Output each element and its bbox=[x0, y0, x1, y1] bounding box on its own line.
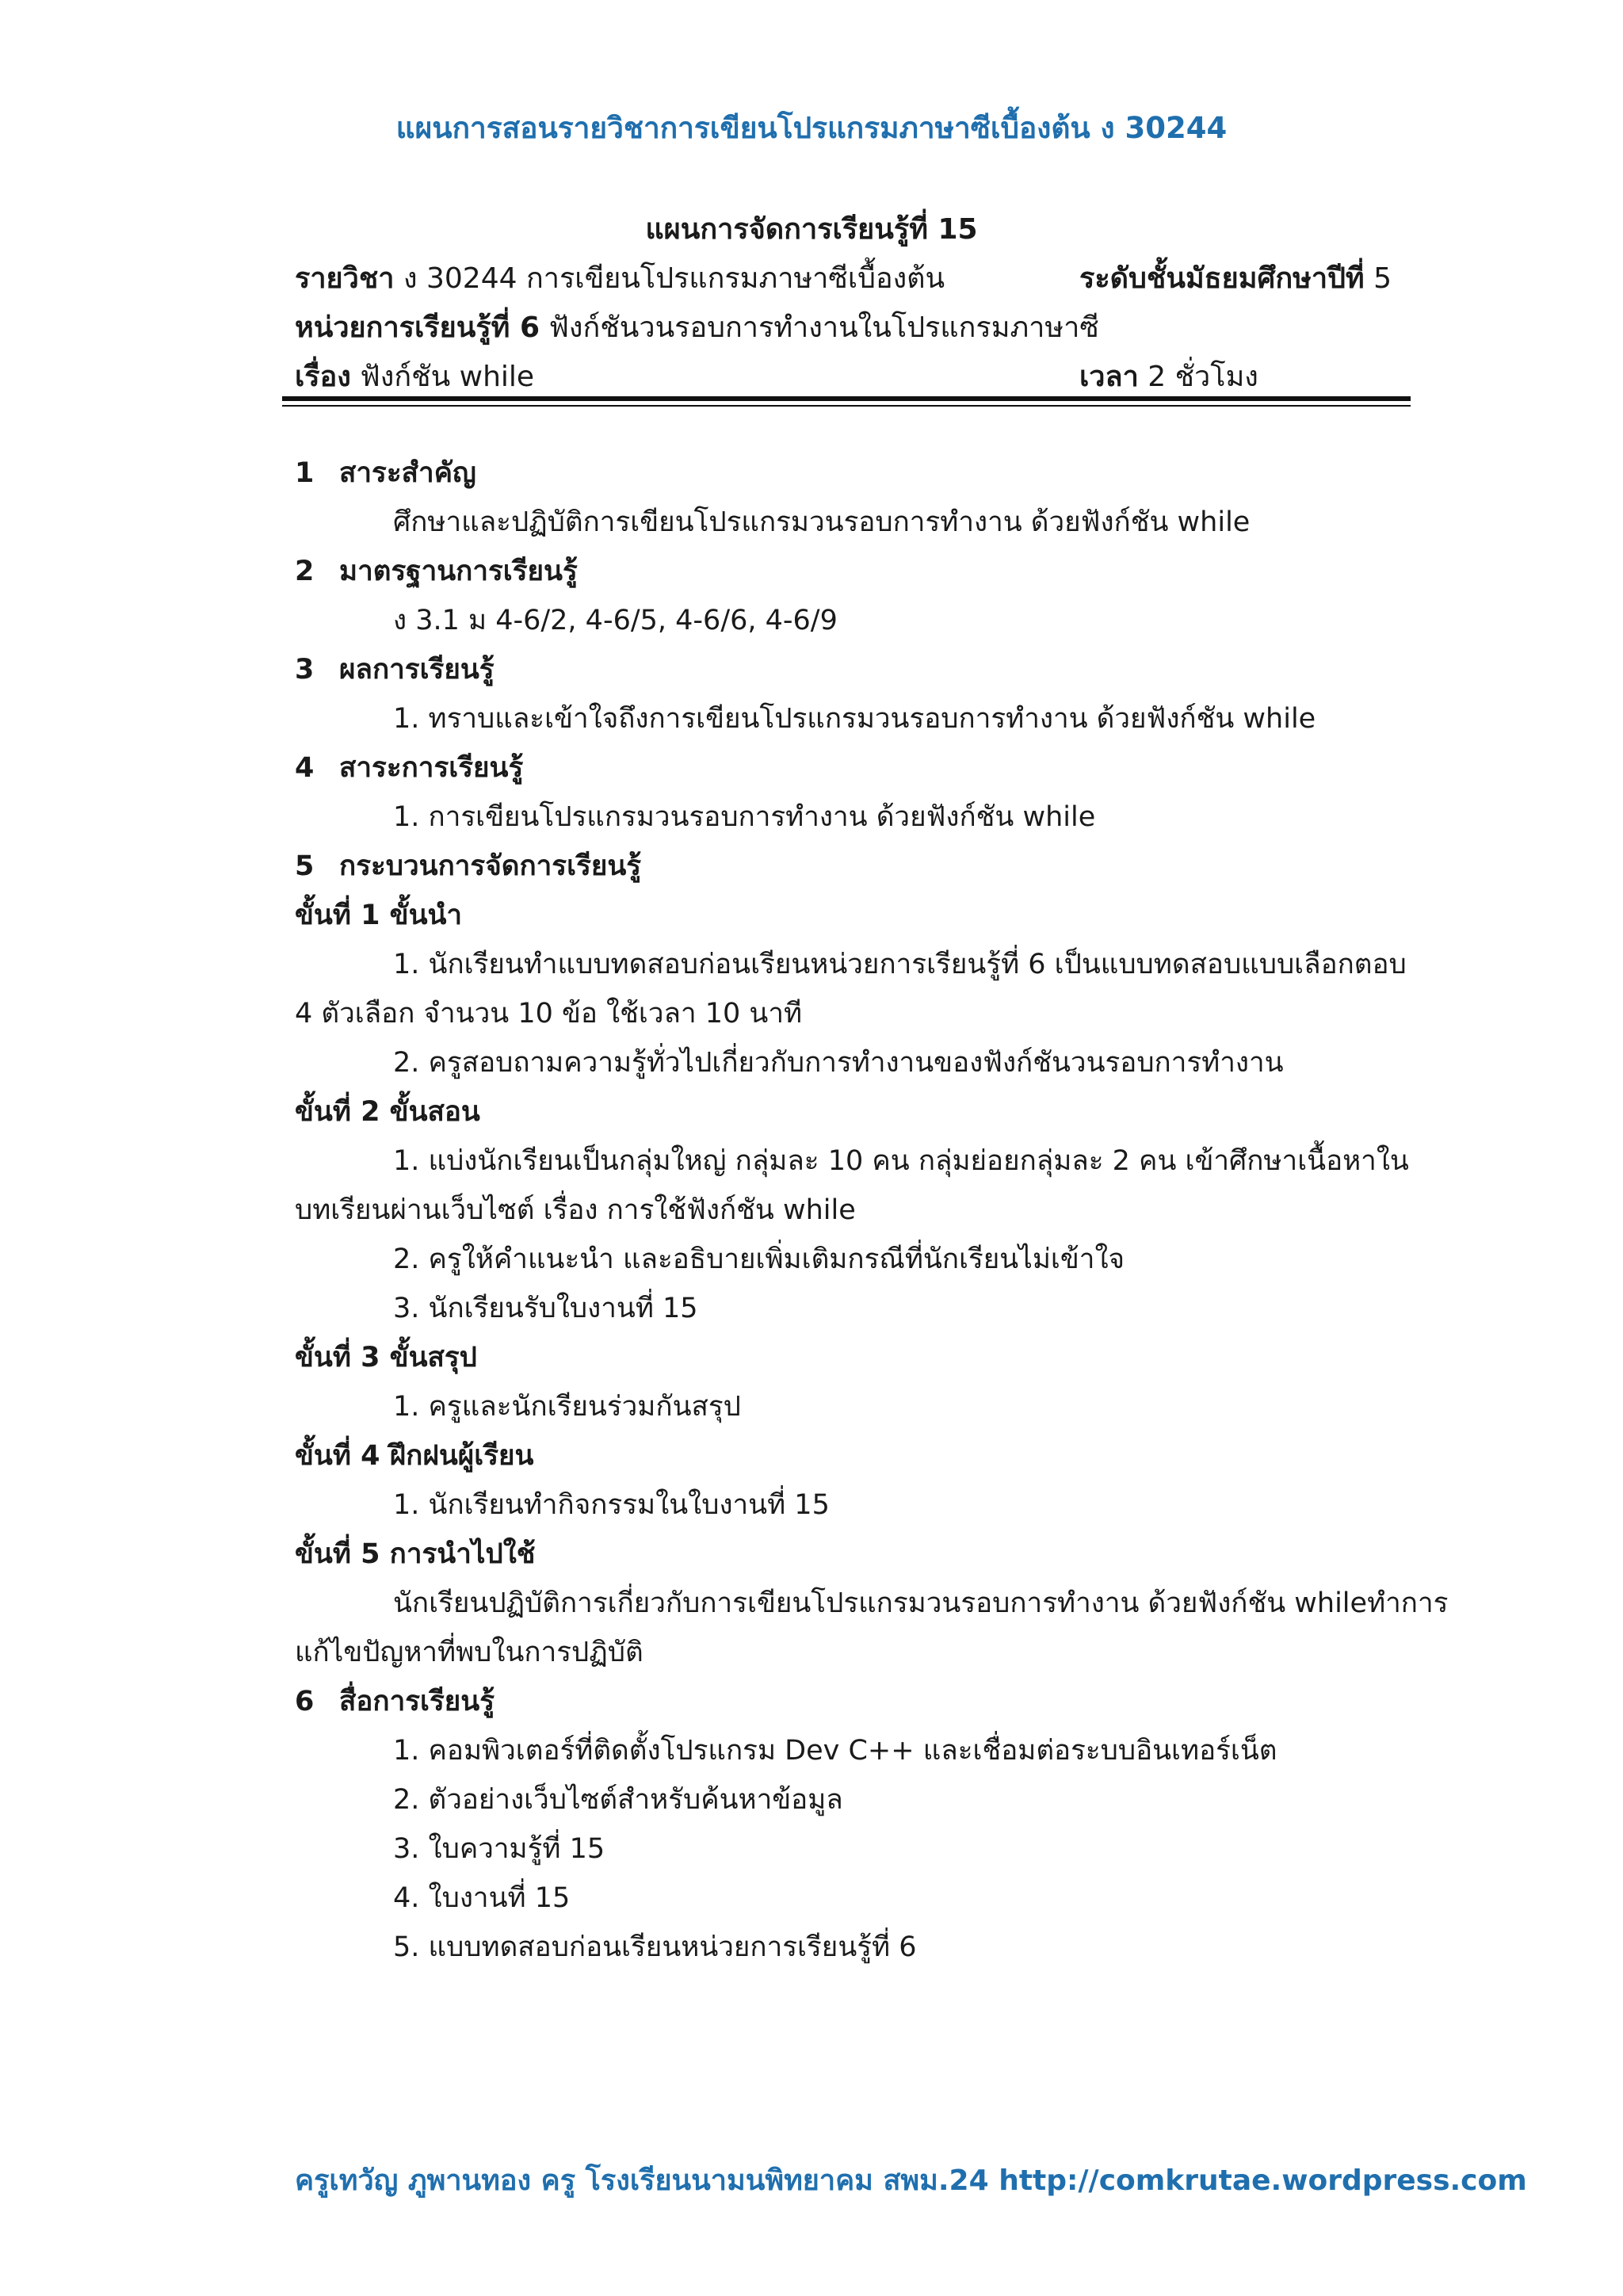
step-heading: ขั้นที่ 5 การนำไปใช้ bbox=[295, 1538, 536, 1570]
section-heading: 4 สาระการเรียนรู้ bbox=[295, 752, 524, 784]
subject-label: รายวิชา bbox=[295, 262, 395, 295]
plan-title: แผนการจัดการเรียนรู้ที่ 15 bbox=[645, 213, 978, 246]
body-line: 1. แบ่งนักเรียนเป็นกลุ่มใหญ่ กลุ่มละ 10 คน กลุ่มย่อยกลุ่มละ 2 คน เข้าศึกษาเนื้อหาใน bbox=[393, 1145, 1409, 1177]
body-line: แก้ไขปัญหาที่พบในการปฏิบัติ bbox=[295, 1637, 643, 1668]
unit-label: หน่วยการเรียนรู้ที่ 6 bbox=[295, 311, 540, 344]
body-line: 1. นักเรียนทำแบบทดสอบก่อนเรียนหน่วยการเรียนรู้ที่ 6 เป็นแบบทดสอบแบบเลือกตอบ bbox=[393, 949, 1407, 980]
header-divider-thick bbox=[282, 396, 1411, 401]
body-line: 1. การเขียนโปรแกรมวนรอบการทำงาน ด้วยฟังก์ชัน while bbox=[393, 801, 1096, 833]
step-heading: ขั้นที่ 2 ขั้นสอน bbox=[295, 1096, 480, 1128]
body-line: 3. นักเรียนรับใบงานที่ 15 bbox=[393, 1293, 698, 1324]
footer-credit: ครูเทวัญ ภูพานทอง ครู โรงเรียนนามนพิทยาคม สพม.24 http://comkrutae.wordpress.com bbox=[295, 2164, 1527, 2197]
body-line: ศึกษาและปฏิบัติการเขียนโปรแกรมวนรอบการทำงาน ด้วยฟังก์ชัน while bbox=[393, 506, 1251, 538]
plan-body bbox=[295, 449, 1449, 1972]
body-line: บทเรียนผ่านเว็บไซต์ เรื่อง การใช้ฟังก์ชัน while bbox=[295, 1194, 856, 1226]
time-label: เวลา bbox=[1079, 361, 1139, 393]
section-heading: 2 มาตรฐานการเรียนรู้ bbox=[295, 556, 578, 587]
body-line: 1. ครูและนักเรียนร่วมกันสรุป bbox=[393, 1391, 741, 1423]
section-heading: 5 กระบวนการจัดการเรียนรู้ bbox=[295, 850, 642, 882]
body-line: 1. นักเรียนทำกิจกรรมในใบงานที่ 15 bbox=[393, 1489, 830, 1521]
step-heading: ขั้นที่ 3 ขั้นสรุป bbox=[295, 1342, 477, 1373]
level-label: ระดับชั้นมัธยมศึกษาปีที่ bbox=[1079, 262, 1365, 295]
media-item: 4. ใบงานที่ 15 bbox=[393, 1882, 571, 1914]
body-line: 2. ครูสอบถามความรู้ทั่วไปเกี่ยวกับการทำงานของฟังก์ชันวนรอบการทำงาน bbox=[393, 1047, 1284, 1079]
header-divider-thin bbox=[282, 405, 1411, 407]
body-line: ง 3.1 ม 4-6/2, 4-6/5, 4-6/6, 4-6/9 bbox=[393, 605, 838, 636]
unit-value: ฟังก์ชันวนรอบการทำงานในโปรแกรมภาษาซี bbox=[540, 311, 1099, 344]
body-line: 4 ตัวเลือก จำนวน 10 ข้อ ใช้เวลา 10 นาที bbox=[295, 998, 803, 1030]
section-heading: 1 สาระสำคัญ bbox=[295, 457, 476, 489]
media-item: 2. ตัวอย่างเว็บไซต์สำหรับค้นหาข้อมูล bbox=[393, 1784, 843, 1816]
level-value: 5 bbox=[1364, 262, 1392, 295]
body-line: 2. ครูให้คำแนะนำ และอธิบายเพิ่มเติมกรณีที่นักเรียนไม่เข้าใจ bbox=[393, 1244, 1125, 1275]
body-line: นักเรียนปฏิบัติการเกี่ยวกับการเขียนโปรแกรมวนรอบการทำงาน ด้วยฟังก์ชัน whileทำการ bbox=[393, 1587, 1449, 1619]
body-line: 1. ทราบและเข้าใจถึงการเขียนโปรแกรมวนรอบการทำงาน ด้วยฟังก์ชัน while bbox=[393, 703, 1316, 735]
media-item: 3. ใบความรู้ที่ 15 bbox=[393, 1833, 605, 1865]
subject-value: ง 30244 การเขียนโปรแกรมภาษาซีเบื้องต้น bbox=[394, 262, 945, 295]
section-heading: 3 ผลการเรียนรู้ bbox=[295, 654, 495, 686]
section-heading: 6 สื่อการเรียนรู้ bbox=[295, 1686, 495, 1717]
unit-row bbox=[295, 304, 1404, 350]
topic-label: เรื่อง bbox=[295, 361, 351, 393]
step-heading: ขั้นที่ 1 ขั้นนำ bbox=[295, 900, 463, 931]
time-value: 2 ชั่วโมง bbox=[1138, 361, 1258, 393]
media-item: 5. แบบทดสอบก่อนเรียนหน่วยการเรียนรู้ที่ 6 bbox=[393, 1931, 917, 1963]
step-heading: ขั้นที่ 4 ฝึกฝนผู้เรียน bbox=[295, 1440, 534, 1472]
media-item: 1. คอมพิวเตอร์ที่ติดตั้งโปรแกรม Dev C++ และเชื่อมต่อระบบอินเทอร์เน็ต bbox=[393, 1735, 1277, 1767]
time-row bbox=[1079, 353, 1258, 399]
topic-value: ฟังก์ชัน while bbox=[350, 361, 535, 393]
header-title: แผนการสอนรายวิชาการเขียนโปรแกรมภาษาซีเบื้องต้น ง 30244 bbox=[395, 111, 1228, 145]
level-row bbox=[1079, 255, 1392, 300]
